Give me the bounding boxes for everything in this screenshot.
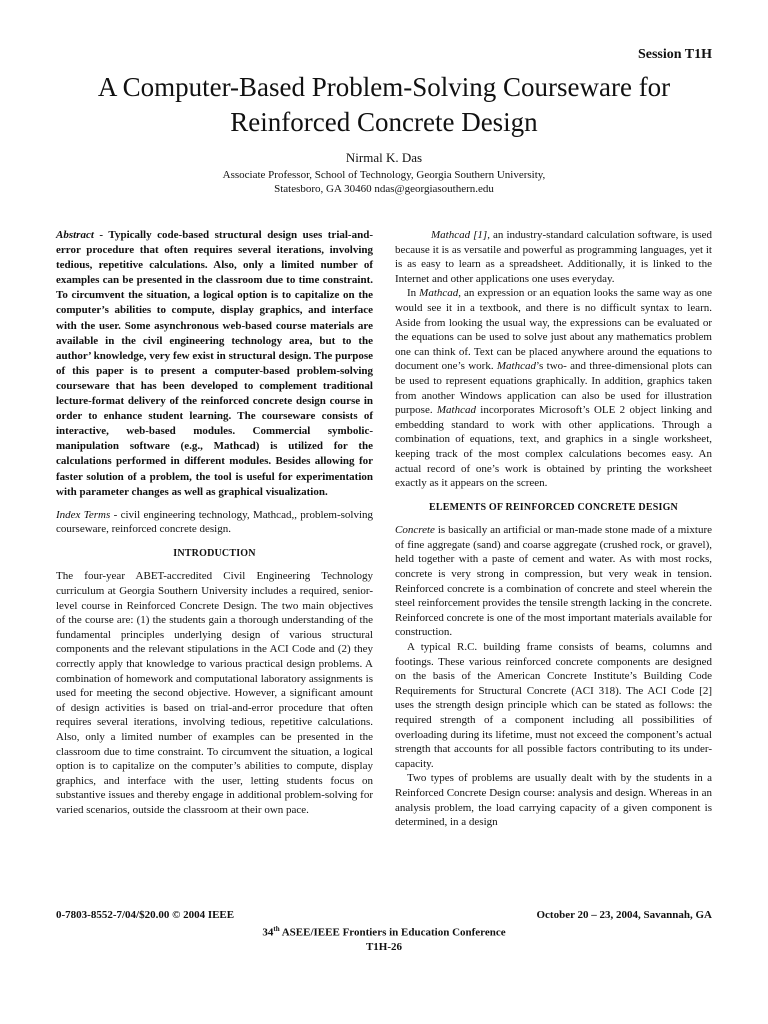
footer-conference [0,922,768,954]
elements-paragraph-2: A typical R.C. building frame consists of beams, columns and footings. These various reinforced concrete components are designed on the basis of the American Concrete Institute’s Building Code Requirements for Structural Concrete (ACI 318). The ACI Code [2] uses the strength design principle which can be stated as follows: the required strength of a component including all possibilities of overloading during its lifetime, must not exceed the component’s actual strength that accounts for all possible factors contributing to its under-capacity. [395,641,712,770]
mathcad-p2-em2: Mathcad [496,360,536,373]
index-terms [56,508,373,537]
footer-conference-date: October 20 – 23, 2004, Savannah, GA [536,909,712,921]
footer-page-number: T1H-26 [365,940,403,953]
index-terms-label: Index Terms [56,508,111,521]
elements-heading: ELEMENTS OF REINFORCED CONCRETE DESIGN [429,501,678,513]
mathcad-paragraph-2 [395,286,712,490]
mathcad-p2-d: incorporates Microsoft’s OLE 2 object linking and embedding standard to work with other applications. Through a combination of equations, text, and graphics in a single worksheet, keeping track of the most complex calculations becomes easy. An actual record of one’s work is obtained by printing the worksheet exactly as it appears on the screen. [395,404,713,490]
mathcad-p2-em3: Mathcad [436,404,476,417]
elements-paragraph-3: Two types of problems are usually dealt with by the students in a Reinforced Concrete Design course: analysis and design. Whereas in an analysis problem, the load carrying capacity of a given component is determined, in a design [395,772,712,829]
right-column [395,228,712,830]
paper-title: A Computer-Based Problem-Solving Courseware for Reinforced Concrete Design [97,72,671,137]
abstract-text: - Typically code-based structural design uses trial-and-error procedure that often requires several iterations, involving tedious, repetitive calculations. Also, only a limited number of examples can be presented in the classroom due to time constraint. To circumvent the situation, a logical option is to capitalize on the computer’s abilities to compute, display graphics, and interface with the user. Some asynchronous web-based course materials are available in the civil engineering technology area, but to the author’ knowledge, very few exist in structural design. The purpose of this paper is to present a computer-based problem-solving courseware that has been developed to complement traditional lecture-format delivery of the reinforced concrete design course in order to enhance student learning. The courseware consists of interactive, web-based modules. Commercial symbolic-manipulation software (e.g., Mathcad) is utilized for the calculations performed in different modules. Besides allowing for faster solution of a problem, the tool is useful for experimentation with parameter changes as well as graphical visualization. [56,229,373,498]
mathcad-p2-c: ’s two- and three-dimensional plots can be used to represent equations graphically. In addition, graphics taken from another Windows application can also be used for illustration purpose. [395,360,712,417]
conf-title: ASEE/IEEE Frontiers in Education Conference [279,926,506,939]
author-name: Nirmal K. Das [345,150,423,165]
introduction-heading: INTRODUCTION [173,547,256,559]
elements-p1-text: is basically an artificial or man-made stone made of a mixture of fine aggregate (sand) and coarse aggregate (crushed rock, or gravel), held together with a paste of cement and water. As with most rocks, concrete is very strong in compression, but very weak in tension. Reinforced concrete is a combination of concrete and steel wherein the steel reinforcement provides the tensile strength lacking in the concrete. Reinforced concrete is one of the most important materials available for construction. [395,524,712,639]
conf-number: 34 [262,926,274,939]
mathcad-ref: Mathcad [1] [431,229,488,241]
affiliation-line-2: Statesboro, GA 30460 ndas@georgiasouthern.edu [274,183,494,195]
index-terms-text: - civil engineering technology, Mathcad,, problem-solving courseware, reinforced concrete design. [56,508,373,536]
concrete-term: Concrete [395,524,435,537]
elements-paragraph-1 [395,523,712,640]
mathcad-p2-b: , an expression or an equation looks the same way as one would see it in a textbook, and there is no difficult syntax to learn. Aside from looking the usual way, the expressions can be evaluated or the equations can be used to solve just about any mathematics problem one can think of. Text can be placed anywhere around the equations to document one’s work. [395,287,712,373]
left-column [56,228,373,818]
conf-ordinal: th [273,925,280,933]
mathcad-p2-a: In [407,287,420,300]
session-label: Session T1H [637,47,712,62]
mathcad-p2-em1: Mathcad [419,287,459,300]
footer-conference-name [0,922,768,940]
introduction-paragraph: The four-year ABET-accredited Civil Engineering Technology curriculum at Georgia Southern University includes a required, senior-level course in Reinforced Concrete Design. The two main objectives of the course are: (1) the students gain a thorough understanding of the fundamental principles underlying design of various structural components and the relevant stipulations in the ACI Code and (2) they correctly apply that knowledge to various practical design problems. A combination of homework and computational laboratory assignments is used for meeting the second objective. However, a significant amount of design activities is based on trial-and-error procedure that often requires several iterations, involving tedious, repetitive calculations. Also, only a limited number of examples can be presented in the classroom due to time constraint. To circumvent the situation, a logical option is to capitalize on the computer’s abilities to compute, display graphics, and interface with the user, letting students focus on substantive issues and thereby engage in additional problem-solving for varied scenarios, outside the classroom at their own pace. [56,570,373,816]
abstract [56,228,373,500]
mathcad-paragraph-1 [395,228,712,286]
mathcad-p1-text: , an industry-standard calculation software, is used because it is as versatile and powerful as programming languages, yet it is as easy to learn as a spreadsheet. Additionally, it is linked to the Internet and other applications one uses everyday. [395,229,712,285]
affiliation-line-1: Associate Professor, School of Technology, Georgia Southern University, [222,169,546,181]
author-affiliation [0,168,768,196]
abstract-label: Abstract [56,229,94,241]
footer-copyright: 0-7803-8552-7/04/$20.00 © 2004 IEEE [56,909,235,921]
